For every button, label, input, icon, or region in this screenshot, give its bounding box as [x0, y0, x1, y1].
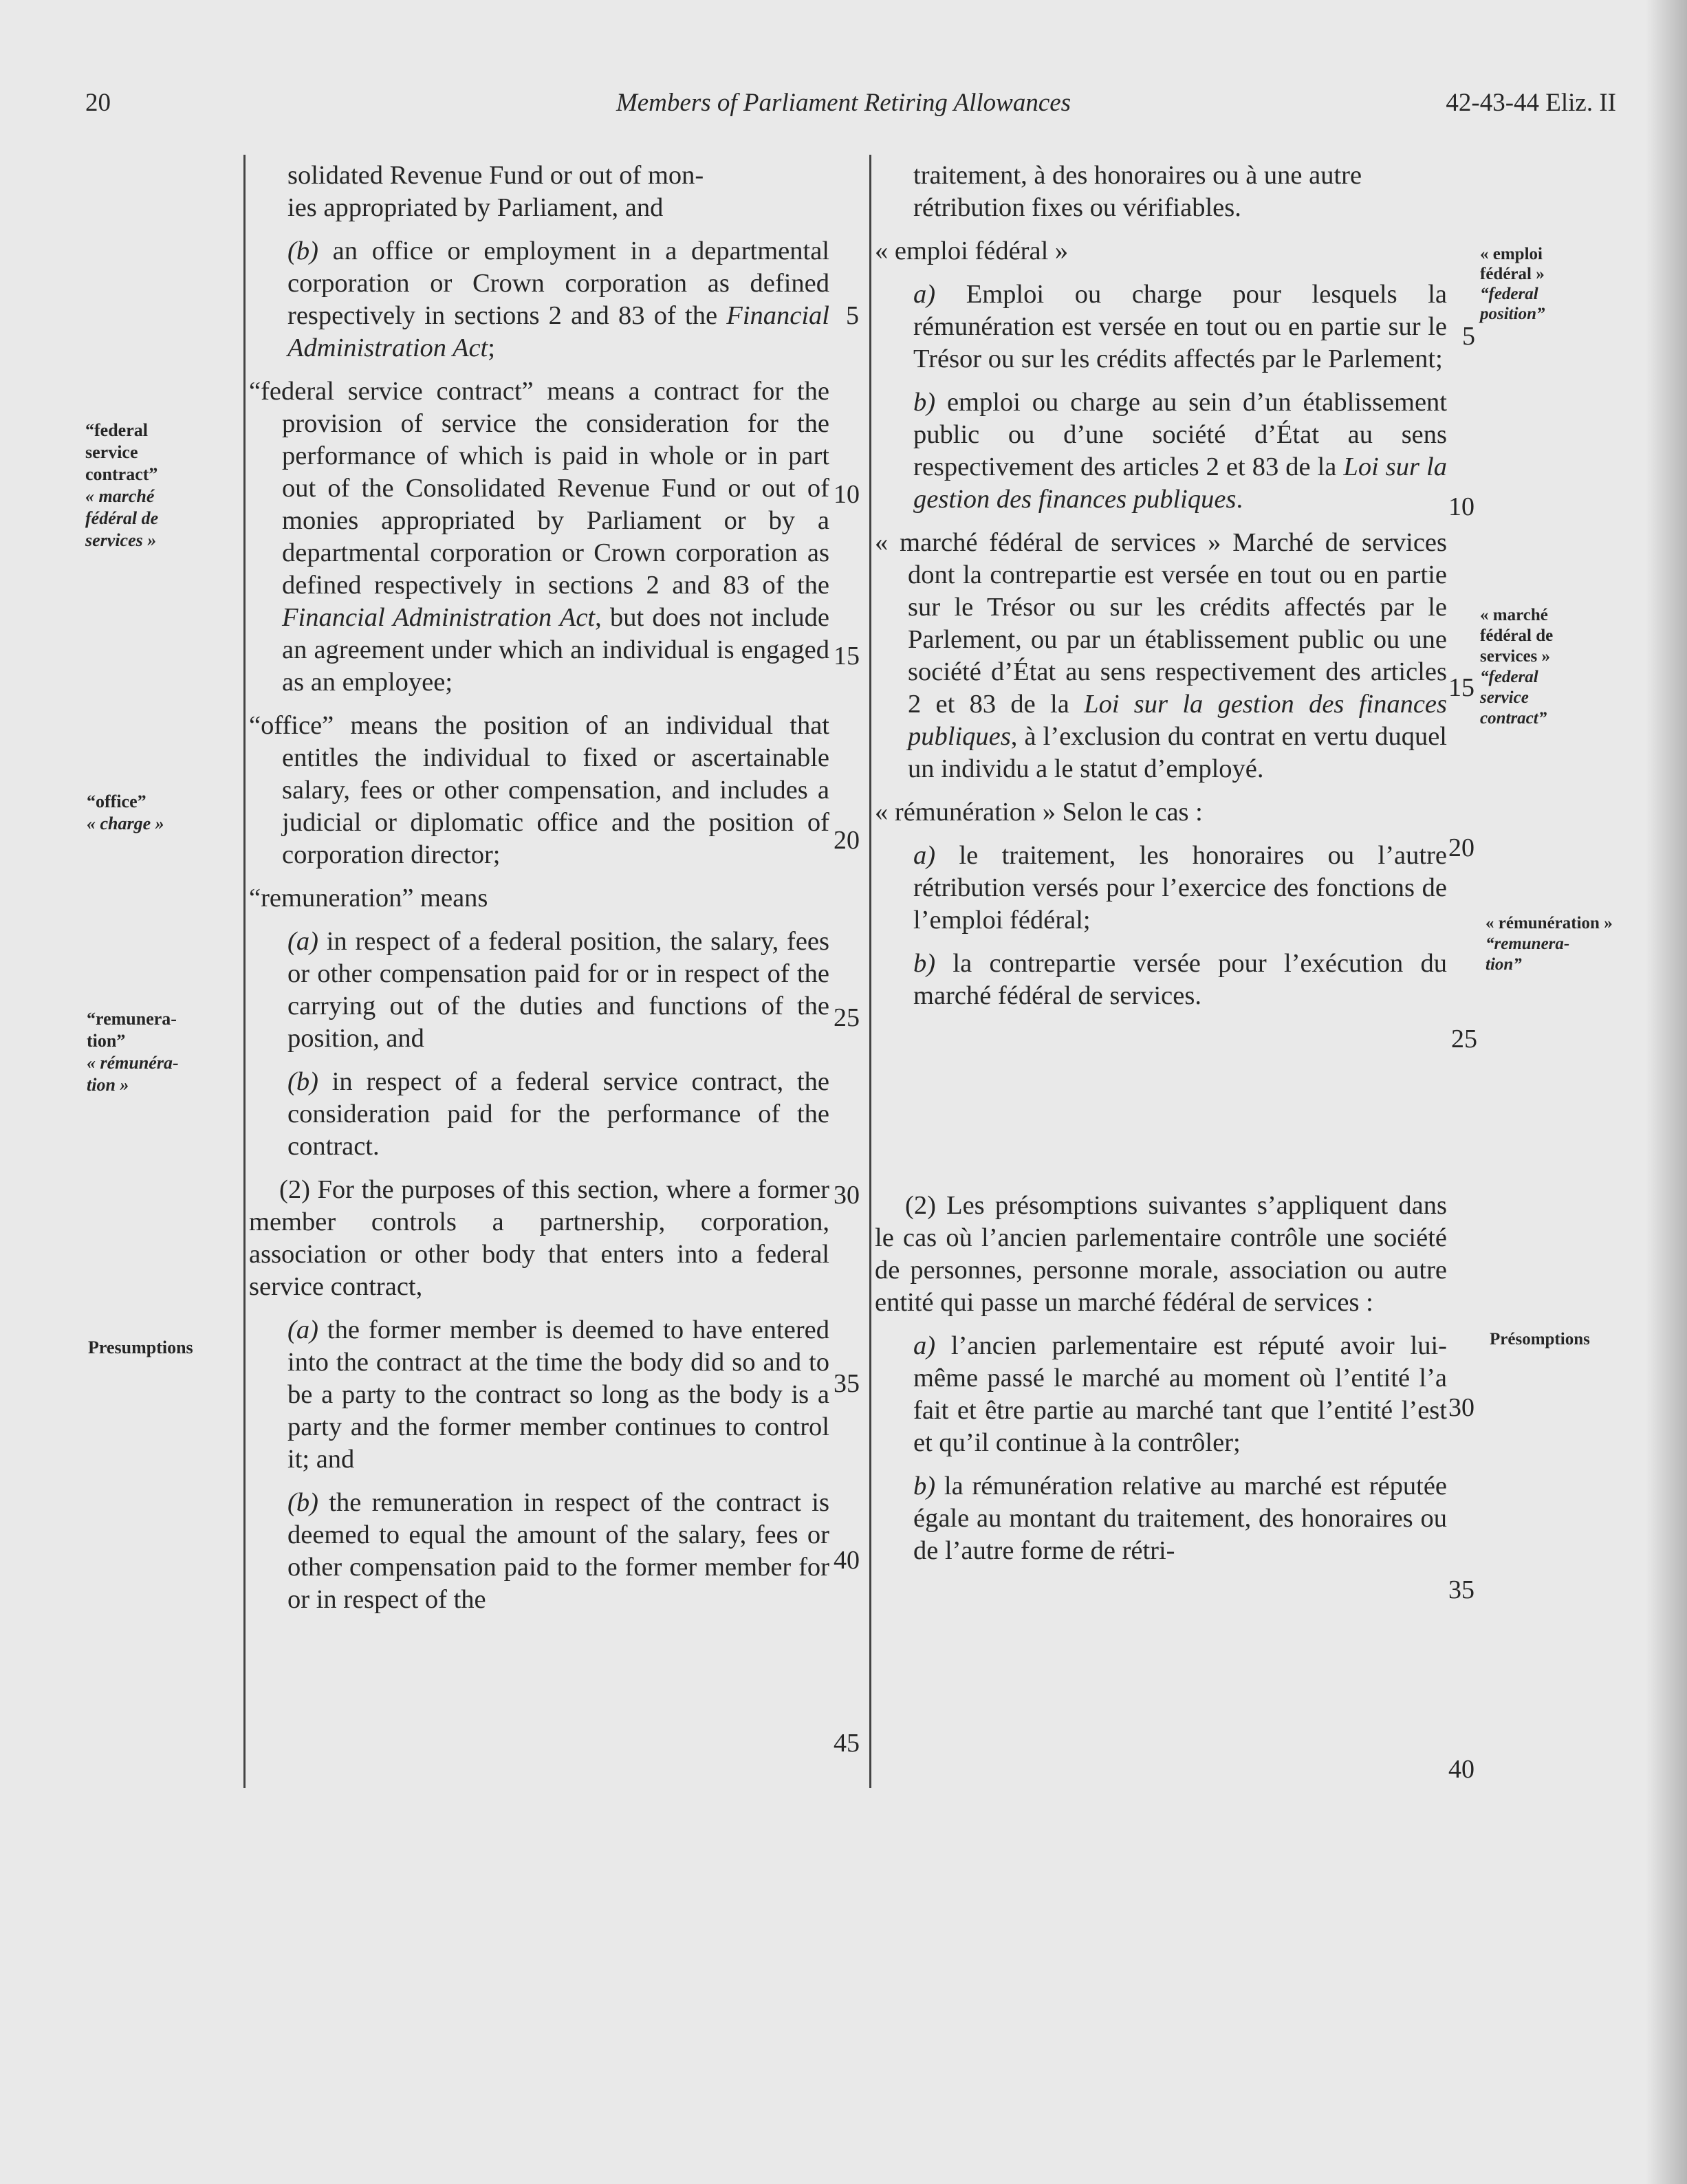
fr-def-emploi-federal: « emploi fédéral »: [875, 237, 1069, 265]
en-para-b-act: Financial Administration Act: [287, 301, 829, 362]
margin-note-federal-service-contract: [85, 419, 158, 552]
left-column-rule: [243, 155, 246, 1788]
fr-ef-b-text: emploi ou charge au sein d’un établissement public ou d’une société d’État au sens respectivement des articles 2 et 83 de la: [913, 388, 1447, 481]
fr-line-number: 10: [1448, 492, 1474, 521]
margin-note-line: fédéral de: [1480, 626, 1554, 645]
fr-pres-b-label: b): [913, 1472, 936, 1500]
en-rem-a-label: (a): [287, 927, 318, 956]
margin-note-line: « marché: [1480, 606, 1548, 624]
fr-pres-b-text: la rémunération relative au marché est réputée égale au montant du traitement, des honoraires ou de l’autre forme de rétri-: [913, 1472, 1447, 1565]
margin-note-line: service: [85, 442, 138, 462]
fr-def-marche-federal: [875, 527, 1447, 785]
margin-note-office: [87, 791, 164, 835]
margin-note-line: contract”: [85, 464, 158, 484]
en-rem-b: [249, 1066, 829, 1163]
margin-note-line: tion”: [87, 1031, 126, 1051]
margin-note-remuneration: [87, 1008, 179, 1096]
fr-presumptions: (2) Les présomptions suivantes s’appliquent dans le cas où l’ancien parlementaire contrôle une société de personnes, personne morale, association ou autre entité qui passe un marché fédéral de services :: [875, 1191, 1447, 1317]
fr-ef-a-label: a): [913, 280, 936, 309]
fr-line-number: 20: [1448, 833, 1474, 862]
fr-rem-b-text: la contrepartie versée pour l’exécution du marché fédéral de services.: [913, 949, 1447, 1010]
en-rem-a: [249, 926, 829, 1055]
fr-def-remuneration: [875, 796, 1447, 829]
en-def-office: [249, 710, 829, 871]
fr-mfs-act: Loi sur la gestion des finances publiques: [908, 690, 1447, 751]
en-rem-a-text: in respect of a federal position, the salary, fees or other compensation paid for or in respect of the carrying out of the duties and functions of the position, and: [287, 927, 829, 1053]
en-line-number: 45: [834, 1729, 860, 1758]
fr-ef-a: [875, 279, 1447, 375]
fr-pres-b: [875, 1470, 1447, 1567]
margin-note-line: services »: [1480, 647, 1551, 666]
fr-ef-a-text: Emploi ou charge pour lesquels la rémunération est versée en tout ou en partie sur le Trésor ou sur les crédits affectés par le Parlement;: [913, 280, 1447, 373]
center-column-rule: [869, 155, 871, 1788]
fr-ef-b-label: b): [913, 388, 936, 417]
en-pres-b-label: (b): [287, 1488, 318, 1517]
margin-note-line: position”: [1480, 305, 1545, 323]
margin-note-line: fédéral de: [85, 508, 159, 528]
fr-mfs-term: « marché fédéral de services »: [875, 528, 1221, 557]
page-edge-shadow: [1646, 0, 1687, 2184]
en-line-number: 40: [834, 1546, 860, 1575]
margin-note-line: « rémunéra-: [87, 1053, 179, 1073]
french-column: [875, 160, 1447, 1567]
margin-note-line: “remunera-: [87, 1009, 177, 1029]
en-fsc-act: Financial Administration Act: [282, 603, 596, 632]
margin-note-line: tion »: [87, 1075, 129, 1095]
en-para-b-label: (b): [287, 237, 318, 265]
fr-rem-intro: Selon le cas :: [1056, 798, 1203, 827]
en-line-number: 10: [834, 480, 860, 509]
fr-pres-a-text: l’ancien parlementaire est réputé avoir lui-même passé le marché au moment où l’entité l’a fait et être partie au marché tant que l’entité l’est et qu’il continue à la contrôler;: [913, 1331, 1447, 1457]
margin-note-remuneration-fr: [1485, 913, 1613, 975]
fr-ef-b-end: .: [1236, 485, 1243, 514]
en-line-number: 35: [834, 1369, 860, 1398]
fr-mfs-text: Marché de services dont la contrepartie est versée en tout ou en partie sur le Trésor ou sur les crédits affectés par le Parlement, ou par un établissement public ou une société d’État au sens respectivement des articles 2 et 83 de la: [908, 528, 1447, 719]
en-office-term: “office”: [249, 711, 334, 740]
fr-rem-a-label: a): [913, 841, 936, 870]
en-line-number: 5: [846, 301, 859, 330]
fr-cont-line2: rétribution fixes ou vérifiables.: [913, 193, 1241, 222]
fr-rem-b-label: b): [913, 949, 936, 978]
margin-note-line: services »: [85, 530, 157, 550]
fr-pres-a: [875, 1330, 1447, 1459]
running-title: Members of Parliament Retiring Allowances: [616, 89, 1071, 117]
margin-note-line: “federal: [1480, 285, 1538, 303]
margin-note-line: “office”: [87, 791, 146, 811]
regnal-year: 42-43-44 Eliz. II: [1446, 89, 1616, 117]
en-cont-line1: solidated Revenue Fund or out of mon-: [287, 161, 704, 190]
margin-note-line: “remunera-: [1485, 935, 1570, 953]
en-pres-a: [249, 1314, 829, 1476]
en-line-number: 30: [834, 1181, 860, 1210]
fr-rem-b: [875, 948, 1447, 1012]
en-office-text: means the position of an individual that entitles the individual to fixed or ascertainable salary, fees or other compensation, and includes a judicial or diplomatic office and the position of corporation director;: [282, 711, 829, 869]
fr-rem-a: [875, 840, 1447, 937]
fr-ef-b-act: Loi sur la gestion des finances publiques: [913, 452, 1447, 514]
margin-note-line: “federal: [1480, 668, 1538, 686]
margin-note-emploi-federal: [1480, 244, 1545, 324]
en-fsc-term: “federal service contract”: [249, 377, 534, 406]
margin-note-marche-federal: [1480, 605, 1553, 729]
fr-rem-term: « rémunération »: [875, 798, 1056, 827]
en-pres-a-text: the former member is deemed to have entered into the contract at the time the body did so and to be a party to the contract so long as the body is a party and the former member continues to control it; and: [287, 1315, 829, 1474]
fr-cont-line1: traitement, à des honoraires ou à une autre: [913, 161, 1362, 190]
en-presumptions: (2) For the purposes of this section, where a former member controls a partnership, corporation, association or other body that enters into a federal service contract,: [249, 1175, 829, 1301]
en-pres-b: [249, 1487, 829, 1616]
en-para-b-text: an office or employment in a departmental corporation or Crown corporation as defined respectively in sections 2 and 83 of the: [287, 237, 829, 330]
fr-line-number: 25: [1451, 1025, 1477, 1053]
fr-line-number: 30: [1448, 1393, 1474, 1422]
fr-line-number: 5: [1462, 322, 1475, 351]
margin-note-line: service: [1480, 688, 1529, 707]
en-pres-b-text: the remuneration in respect of the contract is deemed to equal the amount of the salary, fees or other compensation paid to the former member for or in respect of the: [287, 1488, 829, 1614]
en-line-number: 15: [834, 642, 860, 670]
en-def-federal-service-contract: [249, 375, 829, 699]
margin-note-presumptions: Presumptions: [88, 1337, 193, 1357]
en-para-b-end: ;: [488, 334, 495, 362]
en-para-b: [249, 235, 829, 364]
fr-continuation: [875, 160, 1447, 224]
margin-note-line: fédéral »: [1480, 265, 1545, 283]
en-rem-b-label: (b): [287, 1067, 318, 1096]
margin-note-line: tion”: [1485, 955, 1522, 974]
fr-line-number: 15: [1448, 673, 1474, 702]
margin-note-line: « marché: [85, 486, 155, 506]
fr-line-number: 35: [1448, 1575, 1474, 1604]
margin-note-line: contract”: [1480, 709, 1547, 728]
page-number: 20: [85, 89, 111, 117]
fr-line-number: 40: [1448, 1755, 1474, 1784]
fr-ef-b: [875, 386, 1447, 516]
en-pres-a-label: (a): [287, 1315, 318, 1344]
fr-rem-a-text: le traitement, les honoraires ou l’autre rétribution versés pour l’exercice des fonctions de l’emploi fédéral;: [913, 841, 1447, 935]
en-line-number: 20: [834, 826, 860, 855]
en-continuation: [249, 160, 829, 224]
en-cont-line2: ies appropriated by Parliament, and: [287, 193, 664, 222]
margin-note-presomptions: Présomptions: [1490, 1330, 1590, 1348]
fr-mfs-end: , à l’exclusion du contrat en vertu duquel un individu a le statut d’employé.: [908, 722, 1447, 783]
en-fsc-end: , but does not include an agreement under which an individual is engaged as an employee;: [282, 603, 829, 697]
english-column: [249, 160, 829, 1616]
margin-note-line: “federal: [85, 420, 148, 440]
margin-note-line: « charge »: [87, 813, 164, 833]
margin-note-line: « emploi: [1480, 245, 1543, 263]
margin-note-line: « rémunération »: [1485, 914, 1613, 932]
en-line-number: 25: [834, 1003, 860, 1032]
fr-pres-a-label: a): [913, 1331, 936, 1360]
en-def-remuneration: “remuneration” means: [249, 884, 488, 913]
en-fsc-text: means a contract for the provision of service the consideration for the performance of which is paid in whole or in part out of the Consolidated Revenue Fund or out of monies appropriated by Parliament or by a departmental corporation or Crown corporation as defined respectively in sections 2 and 83 of the: [282, 377, 829, 600]
en-rem-b-text: in respect of a federal service contract, the consideration paid for the performance of the contract.: [287, 1067, 829, 1161]
